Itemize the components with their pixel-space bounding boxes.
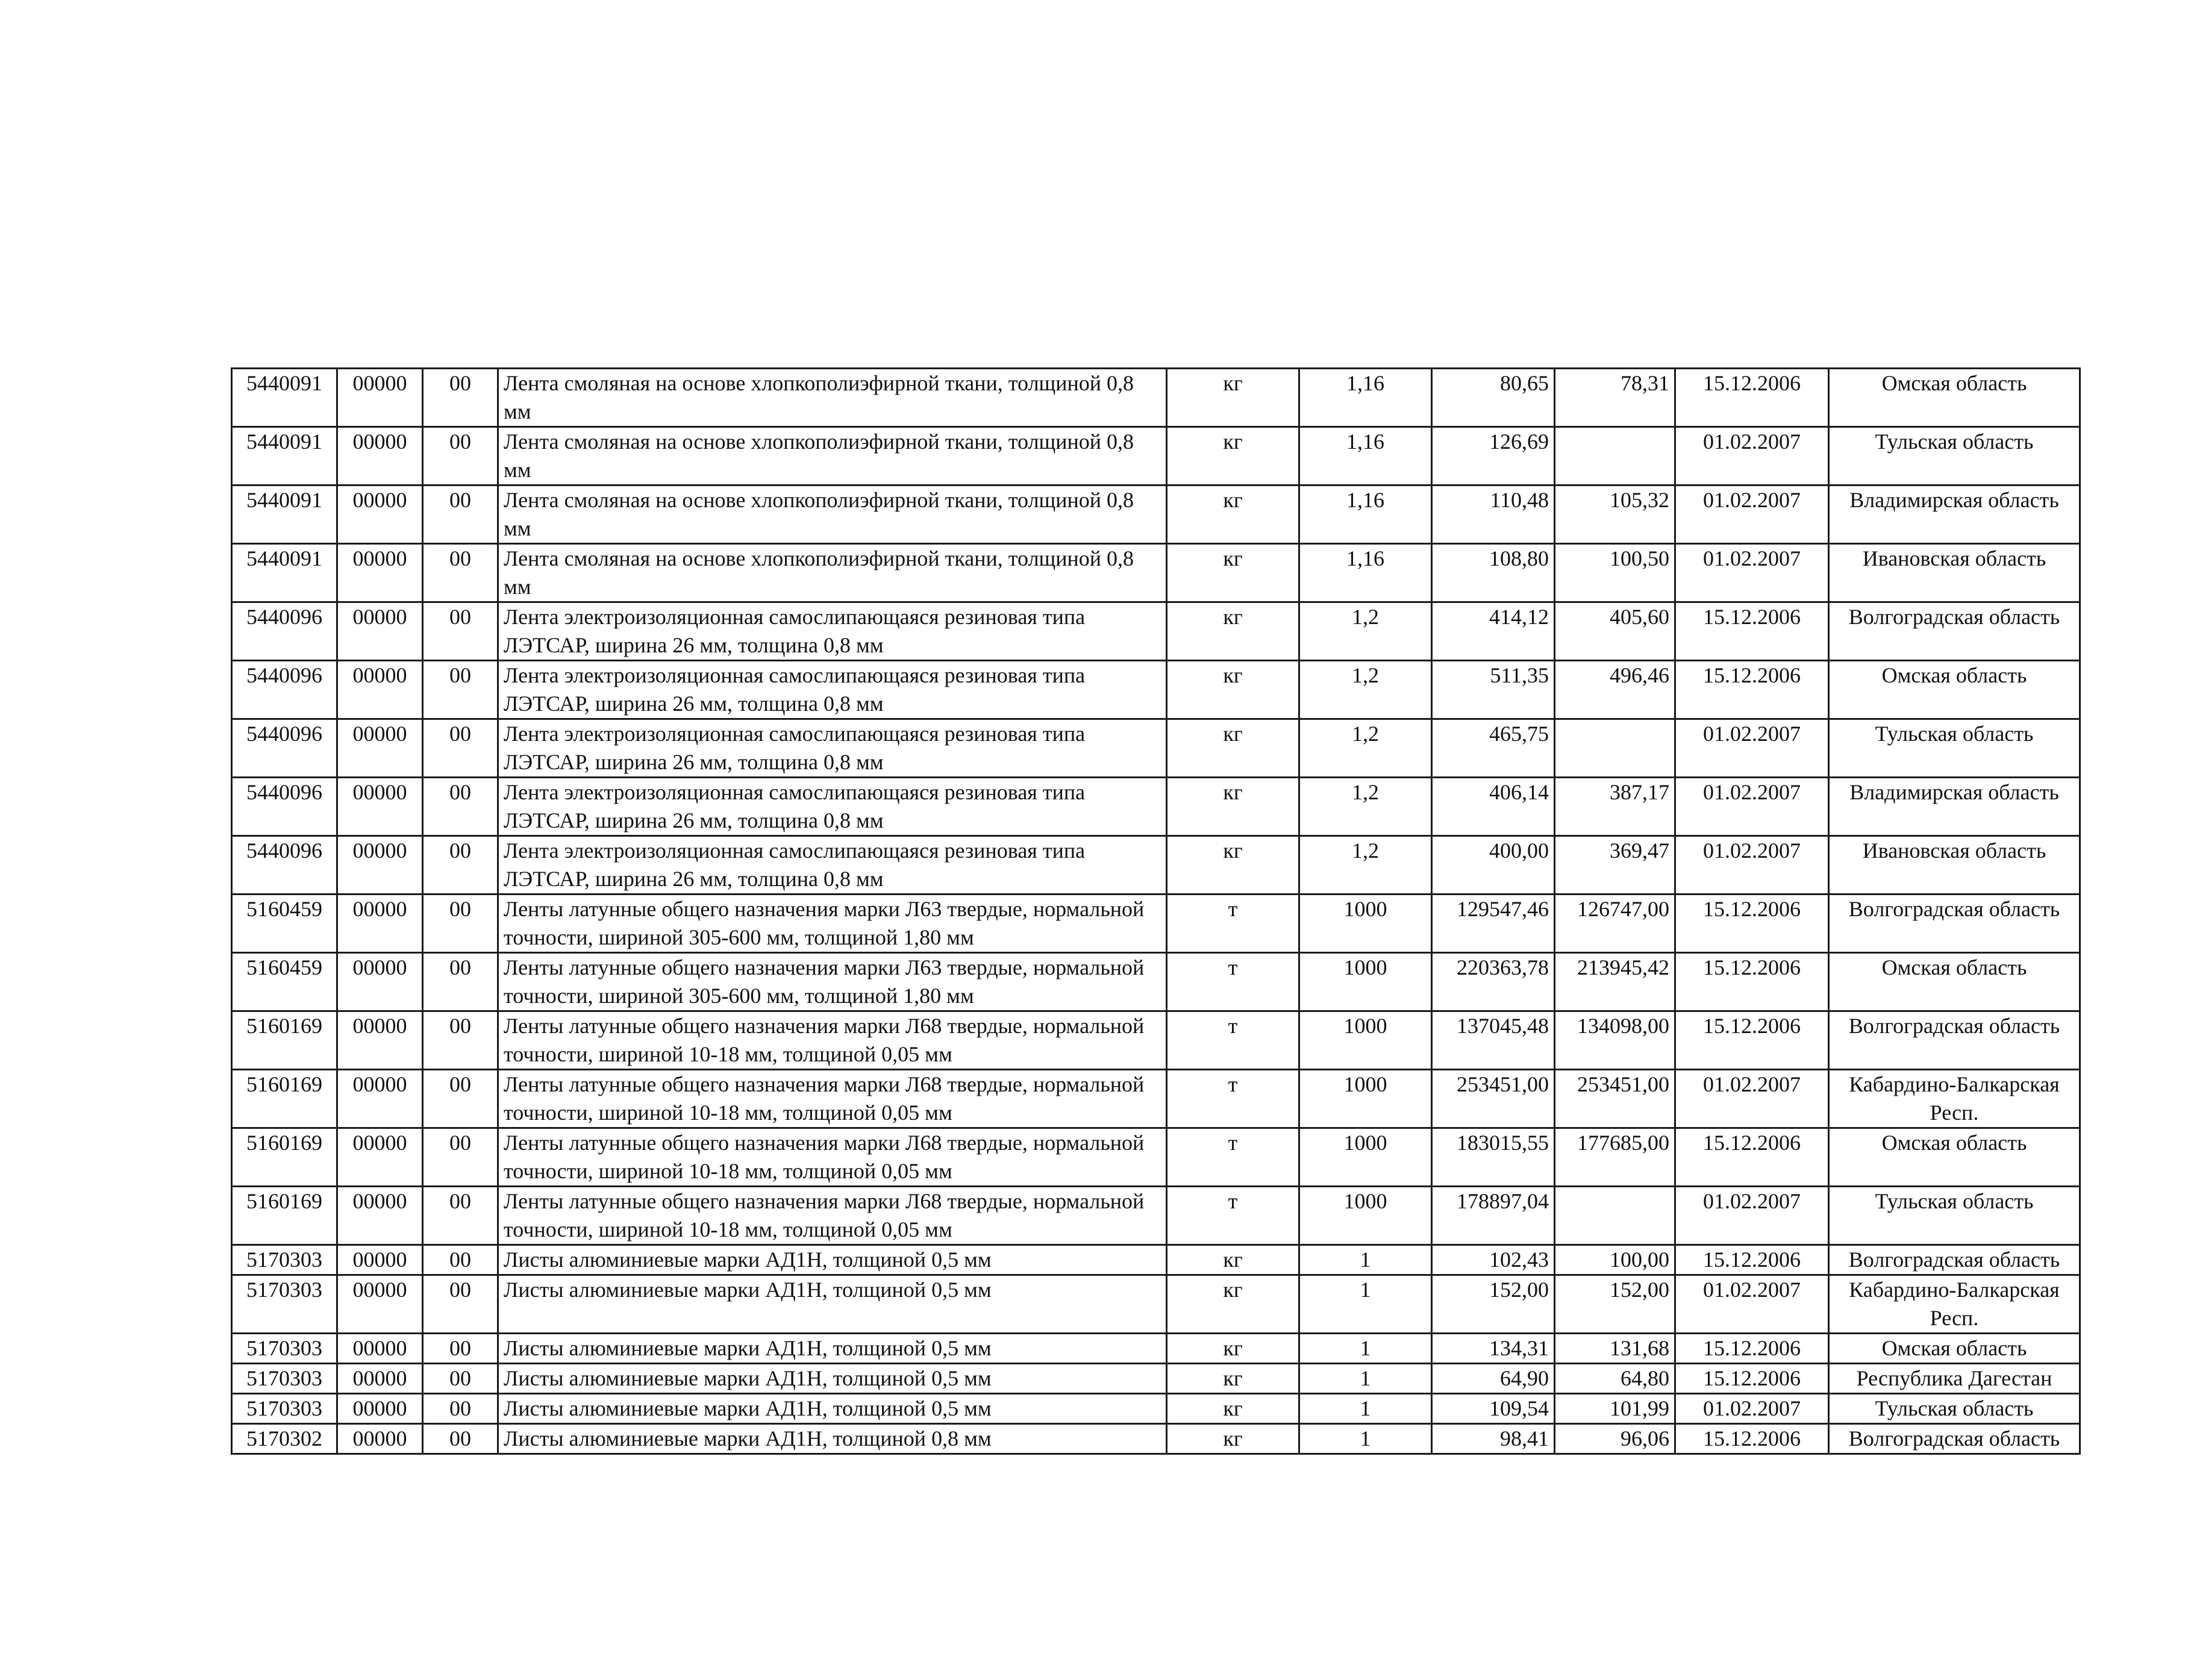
unit-cell: кг [1167,661,1299,719]
suffix-cell: 00 [423,1128,498,1187]
subcode-cell: 00000 [337,661,423,719]
unit-cell: кг [1167,369,1299,427]
item-name-cell: Лента электроизоляционная самослипающаяся резиновая типа ЛЭТСАР, ширина 26 мм, толщина 0,8 мм [498,719,1167,778]
price-without-vat-cell [1555,1187,1675,1245]
table-row [232,1070,2080,1128]
item-name-cell: Лента электроизоляционная самослипающаяся резиновая типа ЛЭТСАР, ширина 26 мм, толщина 0,8 мм [498,661,1167,719]
item-name-cell: Ленты латунные общего назначения марки Л68 твердые, нормальной точности, шириной 10-18 мм, толщиной 0,05 мм [498,1187,1167,1245]
item-name-cell: Лента смоляная на основе хлопкополиэфирной ткани, толщиной 0,8 мм [498,544,1167,602]
region-cell: Омская область [1829,953,2080,1011]
price-with-vat-cell: 406,14 [1432,778,1555,836]
item-name-cell: Листы алюминиевые марки АД1Н, толщиной 0,5 мм [498,1334,1167,1364]
subcode-cell: 00000 [337,778,423,836]
price-without-vat-cell: 405,60 [1555,602,1675,661]
price-with-vat-cell: 134,31 [1432,1334,1555,1364]
table-row [232,602,2080,661]
price-without-vat-cell [1555,427,1675,486]
coefficient-cell: 1000 [1299,895,1432,953]
unit-cell: кг [1167,1424,1299,1454]
date-cell: 15.12.2006 [1675,1245,1829,1275]
date-cell: 01.02.2007 [1675,1070,1829,1128]
unit-cell: кг [1167,1275,1299,1334]
coefficient-cell: 1 [1299,1364,1432,1394]
region-cell: Волгоградская область [1829,602,2080,661]
unit-cell: т [1167,1070,1299,1128]
unit-cell: т [1167,953,1299,1011]
item-code-cell: 5170303 [232,1334,337,1364]
item-code-cell: 5160169 [232,1070,337,1128]
subcode-cell: 00000 [337,895,423,953]
date-cell: 01.02.2007 [1675,486,1829,544]
item-name-cell: Лента электроизоляционная самослипающаяся резиновая типа ЛЭТСАР, ширина 26 мм, толщина 0,8 мм [498,602,1167,661]
coefficient-cell: 1,16 [1299,369,1432,427]
price-with-vat-cell: 126,69 [1432,427,1555,486]
date-cell: 01.02.2007 [1675,1394,1829,1424]
unit-cell: кг [1167,1334,1299,1364]
table-row [232,778,2080,836]
region-cell: Омская область [1829,1334,2080,1364]
table-row [232,1424,2080,1454]
price-without-vat-cell: 369,47 [1555,836,1675,895]
item-code-cell: 5440091 [232,544,337,602]
table-row [232,953,2080,1011]
price-without-vat-cell: 105,32 [1555,486,1675,544]
price-with-vat-cell: 253451,00 [1432,1070,1555,1128]
price-with-vat-cell: 64,90 [1432,1364,1555,1394]
coefficient-cell: 1,16 [1299,486,1432,544]
price-without-vat-cell: 101,99 [1555,1394,1675,1424]
table-row [232,1245,2080,1275]
subcode-cell: 00000 [337,719,423,778]
suffix-cell: 00 [423,1275,498,1334]
date-cell: 15.12.2006 [1675,369,1829,427]
date-cell: 15.12.2006 [1675,895,1829,953]
item-code-cell: 5440096 [232,836,337,895]
price-with-vat-cell: 80,65 [1432,369,1555,427]
price-with-vat-cell: 220363,78 [1432,953,1555,1011]
price-without-vat-cell: 64,80 [1555,1364,1675,1394]
price-without-vat-cell: 496,46 [1555,661,1675,719]
item-code-cell: 5440091 [232,486,337,544]
item-code-cell: 5440091 [232,369,337,427]
table-row [232,369,2080,427]
item-name-cell: Листы алюминиевые марки АД1Н, толщиной 0,5 мм [498,1275,1167,1334]
date-cell: 01.02.2007 [1675,544,1829,602]
date-cell: 01.02.2007 [1675,719,1829,778]
item-name-cell: Листы алюминиевые марки АД1Н, толщиной 0,5 мм [498,1364,1167,1394]
suffix-cell: 00 [423,778,498,836]
item-code-cell: 5160459 [232,953,337,1011]
coefficient-cell: 1,16 [1299,544,1432,602]
price-without-vat-cell: 96,06 [1555,1424,1675,1454]
item-name-cell: Лента смоляная на основе хлопкополиэфирной ткани, толщиной 0,8 мм [498,369,1167,427]
suffix-cell: 00 [423,836,498,895]
item-code-cell: 5160169 [232,1011,337,1070]
unit-cell: кг [1167,778,1299,836]
price-with-vat-cell: 178897,04 [1432,1187,1555,1245]
table-row [232,661,2080,719]
date-cell: 15.12.2006 [1675,1011,1829,1070]
date-cell: 15.12.2006 [1675,1364,1829,1394]
table-row [232,1394,2080,1424]
item-code-cell: 5170303 [232,1364,337,1394]
price-without-vat-cell: 126747,00 [1555,895,1675,953]
item-code-cell: 5440096 [232,661,337,719]
coefficient-cell: 1 [1299,1424,1432,1454]
price-table [231,367,2081,1455]
coefficient-cell: 1,2 [1299,836,1432,895]
suffix-cell: 00 [423,1245,498,1275]
price-with-vat-cell: 152,00 [1432,1275,1555,1334]
price-with-vat-cell: 110,48 [1432,486,1555,544]
price-with-vat-cell: 414,12 [1432,602,1555,661]
suffix-cell: 00 [423,1187,498,1245]
price-with-vat-cell: 465,75 [1432,719,1555,778]
table-row [232,427,2080,486]
item-name-cell: Ленты латунные общего назначения марки Л68 твердые, нормальной точности, шириной 10-18 мм, толщиной 0,05 мм [498,1128,1167,1187]
suffix-cell: 00 [423,1364,498,1394]
region-cell: Тульская область [1829,1394,2080,1424]
price-without-vat-cell: 100,50 [1555,544,1675,602]
subcode-cell: 00000 [337,1070,423,1128]
table-body [232,369,2080,1454]
price-without-vat-cell: 177685,00 [1555,1128,1675,1187]
suffix-cell: 00 [423,1011,498,1070]
price-with-vat-cell: 129547,46 [1432,895,1555,953]
subcode-cell: 00000 [337,427,423,486]
date-cell: 15.12.2006 [1675,661,1829,719]
price-with-vat-cell: 511,35 [1432,661,1555,719]
region-cell: Республика Дагестан [1829,1364,2080,1394]
unit-cell: кг [1167,544,1299,602]
price-with-vat-cell: 108,80 [1432,544,1555,602]
region-cell: Тульская область [1829,1187,2080,1245]
subcode-cell: 00000 [337,602,423,661]
date-cell: 15.12.2006 [1675,602,1829,661]
suffix-cell: 00 [423,719,498,778]
unit-cell: кг [1167,486,1299,544]
date-cell: 15.12.2006 [1675,1424,1829,1454]
item-name-cell: Лента электроизоляционная самослипающаяся резиновая типа ЛЭТСАР, ширина 26 мм, толщина 0,8 мм [498,778,1167,836]
price-without-vat-cell: 100,00 [1555,1245,1675,1275]
table-row [232,1334,2080,1364]
date-cell: 01.02.2007 [1675,427,1829,486]
price-with-vat-cell: 137045,48 [1432,1011,1555,1070]
region-cell: Тульская область [1829,427,2080,486]
region-cell: Ивановская область [1829,544,2080,602]
item-code-cell: 5440096 [232,602,337,661]
unit-cell: кг [1167,1364,1299,1394]
subcode-cell: 00000 [337,1128,423,1187]
coefficient-cell: 1000 [1299,1070,1432,1128]
coefficient-cell: 1,2 [1299,778,1432,836]
item-name-cell: Лента электроизоляционная самослипающаяся резиновая типа ЛЭТСАР, ширина 26 мм, толщина 0,8 мм [498,836,1167,895]
suffix-cell: 00 [423,1334,498,1364]
item-code-cell: 5170303 [232,1394,337,1424]
item-name-cell: Ленты латунные общего назначения марки Л68 твердые, нормальной точности, шириной 10-18 мм, толщиной 0,05 мм [498,1070,1167,1128]
price-with-vat-cell: 109,54 [1432,1394,1555,1424]
coefficient-cell: 1,2 [1299,661,1432,719]
coefficient-cell: 1000 [1299,1187,1432,1245]
unit-cell: т [1167,1187,1299,1245]
date-cell: 15.12.2006 [1675,1128,1829,1187]
item-code-cell: 5170303 [232,1245,337,1275]
table-row [232,1187,2080,1245]
item-name-cell: Ленты латунные общего назначения марки Л63 твердые, нормальной точности, шириной 305-600 мм, толщиной 1,80 мм [498,953,1167,1011]
table-row [232,544,2080,602]
price-without-vat-cell: 134098,00 [1555,1011,1675,1070]
coefficient-cell: 1,2 [1299,719,1432,778]
subcode-cell: 00000 [337,486,423,544]
item-name-cell: Листы алюминиевые марки АД1Н, толщиной 0,8 мм [498,1424,1167,1454]
subcode-cell: 00000 [337,1245,423,1275]
region-cell: Омская область [1829,369,2080,427]
item-code-cell: 5160169 [232,1187,337,1245]
region-cell: Кабардино-Балкарская Респ. [1829,1275,2080,1334]
region-cell: Волгоградская область [1829,1245,2080,1275]
price-with-vat-cell: 102,43 [1432,1245,1555,1275]
subcode-cell: 00000 [337,1187,423,1245]
coefficient-cell: 1,16 [1299,427,1432,486]
subcode-cell: 00000 [337,1424,423,1454]
region-cell: Владимирская область [1829,778,2080,836]
table-row [232,1364,2080,1394]
date-cell: 01.02.2007 [1675,1187,1829,1245]
table-row [232,895,2080,953]
price-without-vat-cell: 152,00 [1555,1275,1675,1334]
subcode-cell: 00000 [337,836,423,895]
date-cell: 01.02.2007 [1675,778,1829,836]
price-without-vat-cell: 78,31 [1555,369,1675,427]
table-row [232,1011,2080,1070]
coefficient-cell: 1,2 [1299,602,1432,661]
unit-cell: т [1167,1128,1299,1187]
suffix-cell: 00 [423,1424,498,1454]
coefficient-cell: 1000 [1299,1128,1432,1187]
suffix-cell: 00 [423,953,498,1011]
unit-cell: кг [1167,1245,1299,1275]
item-name-cell: Ленты латунные общего назначения марки Л68 твердые, нормальной точности, шириной 10-18 мм, толщиной 0,05 мм [498,1011,1167,1070]
subcode-cell: 00000 [337,1275,423,1334]
unit-cell: кг [1167,427,1299,486]
region-cell: Владимирская область [1829,486,2080,544]
suffix-cell: 00 [423,486,498,544]
suffix-cell: 00 [423,544,498,602]
table-row [232,719,2080,778]
item-code-cell: 5440091 [232,427,337,486]
coefficient-cell: 1000 [1299,953,1432,1011]
suffix-cell: 00 [423,1070,498,1128]
item-code-cell: 5440096 [232,719,337,778]
table-row [232,486,2080,544]
suffix-cell: 00 [423,602,498,661]
table-row [232,836,2080,895]
coefficient-cell: 1000 [1299,1011,1432,1070]
price-without-vat-cell: 213945,42 [1555,953,1675,1011]
price-with-vat-cell: 400,00 [1432,836,1555,895]
item-code-cell: 5170303 [232,1275,337,1334]
item-name-cell: Листы алюминиевые марки АД1Н, толщиной 0,5 мм [498,1394,1167,1424]
item-code-cell: 5160459 [232,895,337,953]
unit-cell: кг [1167,1394,1299,1424]
price-without-vat-cell: 253451,00 [1555,1070,1675,1128]
item-name-cell: Лента смоляная на основе хлопкополиэфирной ткани, толщиной 0,8 мм [498,486,1167,544]
region-cell: Тульская область [1829,719,2080,778]
item-code-cell: 5160169 [232,1128,337,1187]
subcode-cell: 00000 [337,1334,423,1364]
subcode-cell: 00000 [337,1011,423,1070]
unit-cell: кг [1167,602,1299,661]
subcode-cell: 00000 [337,1364,423,1394]
price-without-vat-cell: 131,68 [1555,1334,1675,1364]
item-code-cell: 5440096 [232,778,337,836]
coefficient-cell: 1 [1299,1334,1432,1364]
subcode-cell: 00000 [337,544,423,602]
date-cell: 01.02.2007 [1675,836,1829,895]
region-cell: Ивановская область [1829,836,2080,895]
unit-cell: т [1167,895,1299,953]
item-code-cell: 5170302 [232,1424,337,1454]
price-with-vat-cell: 98,41 [1432,1424,1555,1454]
coefficient-cell: 1 [1299,1394,1432,1424]
region-cell: Волгоградская область [1829,895,2080,953]
coefficient-cell: 1 [1299,1275,1432,1334]
suffix-cell: 00 [423,427,498,486]
coefficient-cell: 1 [1299,1245,1432,1275]
price-without-vat-cell: 387,17 [1555,778,1675,836]
suffix-cell: 00 [423,1394,498,1424]
suffix-cell: 00 [423,661,498,719]
unit-cell: кг [1167,719,1299,778]
price-without-vat-cell [1555,719,1675,778]
region-cell: Волгоградская область [1829,1424,2080,1454]
subcode-cell: 00000 [337,953,423,1011]
table-row [232,1128,2080,1187]
subcode-cell: 00000 [337,369,423,427]
item-name-cell: Листы алюминиевые марки АД1Н, толщиной 0,5 мм [498,1245,1167,1275]
item-name-cell: Ленты латунные общего назначения марки Л63 твердые, нормальной точности, шириной 305-600 мм, толщиной 1,80 мм [498,895,1167,953]
subcode-cell: 00000 [337,1394,423,1424]
region-cell: Омская область [1829,1128,2080,1187]
region-cell: Кабардино-Балкарская Респ. [1829,1070,2080,1128]
region-cell: Омская область [1829,661,2080,719]
item-name-cell: Лента смоляная на основе хлопкополиэфирной ткани, толщиной 0,8 мм [498,427,1167,486]
price-with-vat-cell: 183015,55 [1432,1128,1555,1187]
unit-cell: кг [1167,836,1299,895]
suffix-cell: 00 [423,895,498,953]
date-cell: 01.02.2007 [1675,1275,1829,1334]
unit-cell: т [1167,1011,1299,1070]
date-cell: 15.12.2006 [1675,1334,1829,1364]
date-cell: 15.12.2006 [1675,953,1829,1011]
suffix-cell: 00 [423,369,498,427]
table-row [232,1275,2080,1334]
region-cell: Волгоградская область [1829,1011,2080,1070]
